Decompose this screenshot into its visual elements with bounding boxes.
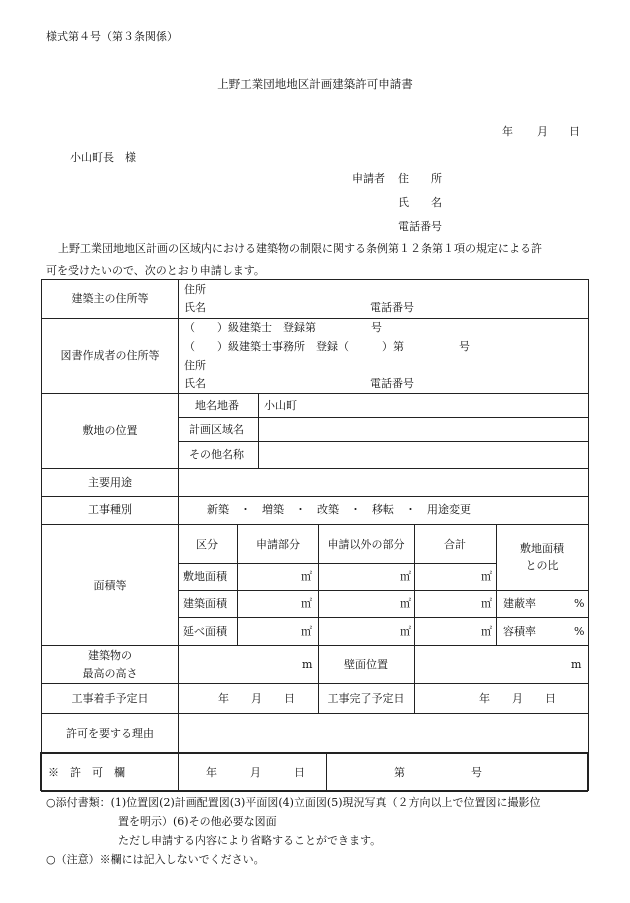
unit: ㎡ [481, 570, 492, 583]
applicant-name-label: 氏 名 [398, 196, 442, 209]
coverage-ratio-label: 建蔽率 [503, 597, 536, 610]
drafter-address: 住所 [184, 359, 206, 372]
attachments-note-3: ただし申請する内容により省略することができます。 [118, 834, 382, 847]
drafter-phone: 電話番号 [370, 377, 414, 390]
unit: ㎡ [400, 597, 411, 610]
site-key-lot: 地名地番 [195, 399, 239, 412]
unit: ㎡ [400, 625, 411, 638]
owner-address: 住所 [184, 283, 206, 296]
coverage-ratio-pct: % [574, 597, 585, 610]
permit-label: ※ 許 可 欄 [48, 766, 125, 779]
drafter-name: 氏名 [184, 377, 206, 390]
attachments-note: ○添付書類：(1)位置図(2)計画配置図(3)平面図(4)立面図(5)現況写真（２方向以上で位置図に撮影位 [46, 796, 541, 809]
unit: ㎡ [301, 625, 312, 638]
end-date: 年 月 日 [479, 692, 556, 705]
permit-date: 年 月 日 [206, 766, 305, 779]
date-month: 月 [537, 125, 548, 138]
floor-ratio-pct: % [574, 625, 585, 638]
applicant-address-label: 住 所 [398, 172, 442, 185]
area-row-site: 敷地面積 [183, 570, 227, 583]
unit: ㎡ [301, 597, 312, 610]
date-year: 年 [502, 125, 513, 138]
work-type-options: 新築 ・ 増築 ・ 改築 ・ 移転 ・ 用途変更 [207, 503, 471, 516]
attachments-note-2: 置を明示）(6)その他必要な図面 [118, 815, 277, 828]
site-key-district: 計画区域名 [189, 423, 244, 436]
owner-name: 氏名 [184, 301, 206, 314]
site-value-lot: 小山町 [264, 399, 297, 412]
intro-line-2: 可を受けたいので、次のとおり申請します。 [46, 264, 265, 277]
wall-position-unit: m [571, 658, 582, 671]
height-unit: m [302, 658, 313, 671]
form-number: 様式第４号（第３条関係） [46, 30, 178, 43]
drafter-architect-line: （ ）級建築士 登録第 号 [184, 321, 382, 334]
applicant-phone-label: 電話番号 [398, 220, 442, 233]
start-date: 年 月 日 [218, 692, 295, 705]
unit: ㎡ [481, 597, 492, 610]
floor-ratio-label: 容積率 [503, 625, 536, 638]
area-row-building: 建築面積 [183, 597, 227, 610]
unit: ㎡ [481, 625, 492, 638]
site-key-other: その他名称 [189, 448, 244, 461]
unit: ㎡ [400, 570, 411, 583]
permit-number: 第 号 [394, 766, 482, 779]
addressee: 小山町長 様 [70, 151, 136, 164]
owner-phone: 電話番号 [370, 301, 414, 314]
drafter-office-line: （ ）級建築士事務所 登録（ ）第 号 [184, 340, 470, 353]
caution-note: ○（注意）※欄には記入しないでください。 [46, 853, 265, 866]
date-day: 日 [569, 125, 580, 138]
area-row-floor: 延べ面積 [183, 625, 227, 638]
applicant-label: 申請者 [352, 172, 385, 185]
intro-line-1: 上野工業団地地区計画の区域内における建築物の制限に関する条例第１２条第１項の規定による許 [58, 242, 542, 255]
unit: ㎡ [301, 570, 312, 583]
